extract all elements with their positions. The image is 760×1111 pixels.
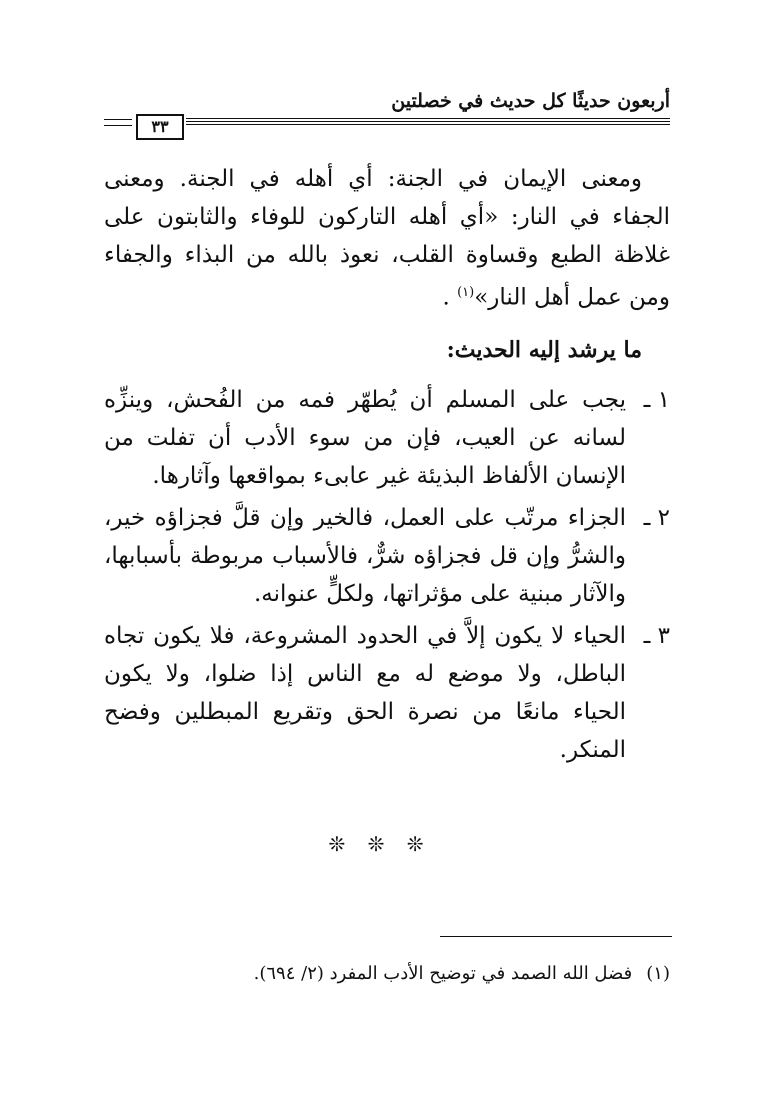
- intro-text-line: [104, 160, 670, 317]
- header-rule-left: [104, 119, 132, 120]
- footnote: [104, 960, 670, 988]
- header-rule-lower: [186, 124, 670, 125]
- header-rule-left-lower: [104, 125, 132, 126]
- list-item-text: الحياء لا يكون إلاَّ في الحدود المشروعة، فلا يكون تجاه الباطل، ولا موضع له مع الناس إذا ضلوا، ولا يكون الحياء مانعًا من نصرة الحق وتقريع المبطلين وفضح المنكر.: [104, 622, 626, 763]
- list-item-number: ٢ ـ: [643, 504, 670, 531]
- list-item: [104, 499, 670, 613]
- intro-paragraph: [104, 160, 670, 317]
- intro-text: ومعنى الإيمان في الجنة: أي أهله في الجنة. ومعنى الجفاء في النار: «أي أهله التاركون للوفاء والثابتون على غلاظة الطبع وقساوة القلب، نعوذ بالله من البذاء والجفاء ومن عمل أهل النار»: [104, 166, 670, 311]
- header-rule: [186, 118, 670, 122]
- page-header: [104, 88, 670, 144]
- page-body: [104, 160, 670, 773]
- section-heading: ما يرشد إليه الحديث:: [446, 336, 642, 363]
- list-item-number: ٣ ـ: [643, 622, 670, 649]
- list-item: [104, 617, 670, 769]
- intro-end: .: [442, 284, 450, 311]
- running-title: أربعون حديثًا كل حديث في خصلتين: [391, 90, 670, 112]
- page-number: ٣٣: [136, 114, 184, 140]
- footnote-rule: [440, 936, 672, 937]
- footnote-marker: (١): [646, 963, 670, 984]
- list-item: [104, 381, 670, 495]
- list-item-text: يجب على المسلم أن يُطهّر فمه من الفُحش، وينزِّه لسانه عن العيب، فإن من سوء الأدب أن تفلت من الإنسان الألفاظ البذيئة غير عابىء بمواقعها وآثارها.: [104, 386, 626, 489]
- footnote-reference: (١): [457, 285, 475, 300]
- section-separator: ❊ ❊ ❊: [328, 832, 432, 856]
- list-item-text: الجزاء مرتّب على العمل، فالخير وإن قلَّ فجزاؤه خير، والشرُّ وإن قل فجزاؤه شرٌّ، فالأسباب مربوطة بأسبابها، والآثار مبنية على مؤثراتها، ولكلٍّ عنوانه.: [104, 504, 626, 607]
- footnote-text: فضل الله الصمد في توضيح الأدب المفرد (٢/ ٦٩٤).: [253, 963, 633, 984]
- list-item-number: ١ ـ: [643, 386, 670, 413]
